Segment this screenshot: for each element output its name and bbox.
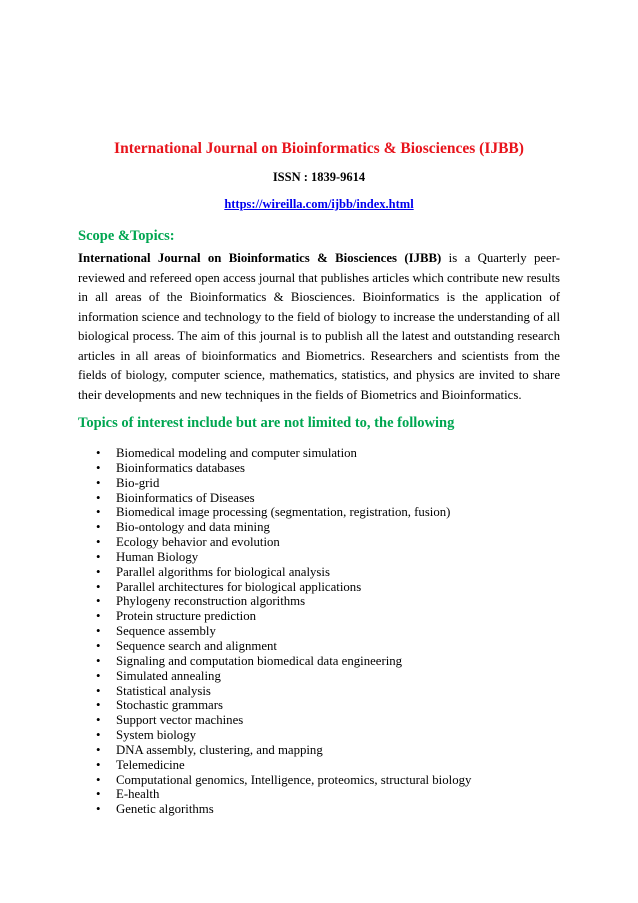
issn-line: ISSN : 1839-9614: [272, 170, 366, 184]
topic-text: Bio-grid: [116, 475, 160, 490]
bullet-icon: •: [96, 520, 101, 535]
topic-list-item: [96, 446, 471, 461]
topic-text: Protein structure prediction: [116, 609, 257, 624]
bullet-icon: •: [96, 594, 101, 609]
topic-list-item: [96, 698, 471, 713]
topic-text: Bioinformatics of Diseases: [116, 490, 255, 505]
topic-list-item: [96, 773, 471, 788]
topic-text: Parallel architectures for biological applications: [116, 579, 362, 594]
bullet-icon: •: [96, 490, 101, 505]
bullet-icon: •: [96, 446, 101, 460]
bullet-icon: •: [96, 698, 101, 713]
topic-text: Phylogeny reconstruction algorithms: [116, 594, 306, 609]
topic-list-item: [96, 520, 471, 535]
journal-title: International Journal on Bioinformatics & Biosciences (IJBB): [114, 140, 524, 157]
topic-text: Support vector machines: [116, 713, 244, 728]
topic-text: Bioinformatics databases: [116, 460, 245, 475]
topic-list-item: [96, 550, 471, 565]
bullet-icon: •: [96, 728, 101, 743]
topic-list-item: [96, 639, 471, 654]
topics-list: [96, 446, 471, 817]
topic-text: Sequence assembly: [116, 624, 216, 639]
bullet-icon: •: [96, 653, 101, 668]
topic-text: Statistical analysis: [116, 683, 211, 698]
topic-list-item: [96, 565, 471, 580]
bullet-icon: •: [96, 609, 101, 624]
bullet-icon: •: [96, 505, 101, 520]
bullet-icon: •: [96, 475, 101, 490]
bullet-icon: •: [96, 683, 101, 698]
topic-text: Ecology behavior and evolution: [116, 535, 280, 550]
topic-text: Sequence search and alignment: [116, 638, 277, 653]
bullet-icon: •: [96, 460, 101, 475]
bullet-icon: •: [96, 713, 101, 728]
topic-list-item: [96, 624, 471, 639]
bullet-icon: •: [96, 757, 101, 772]
topic-list-item: [96, 684, 471, 699]
topic-list-item: [96, 594, 471, 609]
topic-list-item: [96, 461, 471, 476]
bullet-icon: •: [96, 579, 101, 594]
topic-text: Biomedical image processing (segmentation, registration, fusion): [116, 505, 451, 520]
topics-heading: Topics of interest include but are not limited to, the following: [78, 415, 455, 431]
topic-list-item: [96, 743, 471, 758]
topic-list-item: [96, 491, 471, 506]
topic-text: Signaling and computation biomedical data engineering: [116, 653, 403, 668]
topic-text: Human Biology: [116, 549, 199, 564]
topic-list-item: [96, 505, 471, 520]
topic-list-item: [96, 669, 471, 684]
scope-heading: Scope &Topics:: [78, 228, 175, 244]
topic-text: Computational genomics, Intelligence, proteomics, structural biology: [116, 772, 472, 787]
bullet-icon: •: [96, 624, 101, 639]
topic-text: Stochastic grammars: [116, 698, 223, 713]
topic-text: DNA assembly, clustering, and mapping: [116, 742, 323, 757]
topic-text: Genetic algorithms: [116, 802, 214, 817]
topic-list-item: [96, 802, 471, 817]
bullet-icon: •: [96, 638, 101, 653]
topic-text: Simulated annealing: [116, 668, 221, 683]
topic-list-item: [96, 609, 471, 624]
topic-list-item: [96, 758, 471, 773]
bullet-icon: •: [96, 787, 101, 802]
bullet-icon: •: [96, 535, 101, 550]
topic-list-item: [96, 713, 471, 728]
bullet-icon: •: [96, 802, 101, 817]
topic-list-item: [96, 654, 471, 669]
topic-list-item: [96, 787, 471, 802]
topic-text: System biology: [116, 728, 196, 743]
bullet-icon: •: [96, 742, 101, 757]
journal-url-line: [0, 196, 638, 212]
bullet-icon: •: [96, 668, 101, 683]
bullet-icon: •: [96, 564, 101, 579]
journal-url-link[interactable]: https://wireilla.com/ijbb/index.html: [224, 197, 414, 211]
topic-list-item: [96, 728, 471, 743]
topic-text: Biomedical modeling and computer simulation: [116, 446, 357, 460]
scope-description: [78, 249, 560, 405]
bullet-icon: •: [96, 549, 101, 564]
topic-list-item: [96, 476, 471, 491]
bullet-icon: •: [96, 772, 101, 787]
topic-text: Bio-ontology and data mining: [116, 520, 270, 535]
topic-list-item: [96, 580, 471, 595]
topic-list-item: [96, 535, 471, 550]
topic-text: Parallel algorithms for biological analysis: [116, 564, 330, 579]
scope-description-text: is a Quarterly peer-reviewed and refereed open access journal that publishes articles which contribute new results in all areas of the Bioinformatics & Biosciences. Bioinformatics is the application of information science and technology to the field of biology to increase the understanding of all biological process. The aim of this journal is to publish all the latest and outstanding research articles in all areas of bioinformatics and Biometrics. Researchers and scientists from the fields of biology, computer science, mathematics, statistics, and physics are invited to share their developments and new techniques in the fields of Biometrics and Bioinformatics.: [78, 251, 561, 402]
journal-name-bold: International Journal on Bioinformatics & Biosciences (IJBB): [78, 251, 442, 265]
topic-text: E-health: [116, 787, 160, 802]
topic-text: Telemedicine: [116, 757, 185, 772]
